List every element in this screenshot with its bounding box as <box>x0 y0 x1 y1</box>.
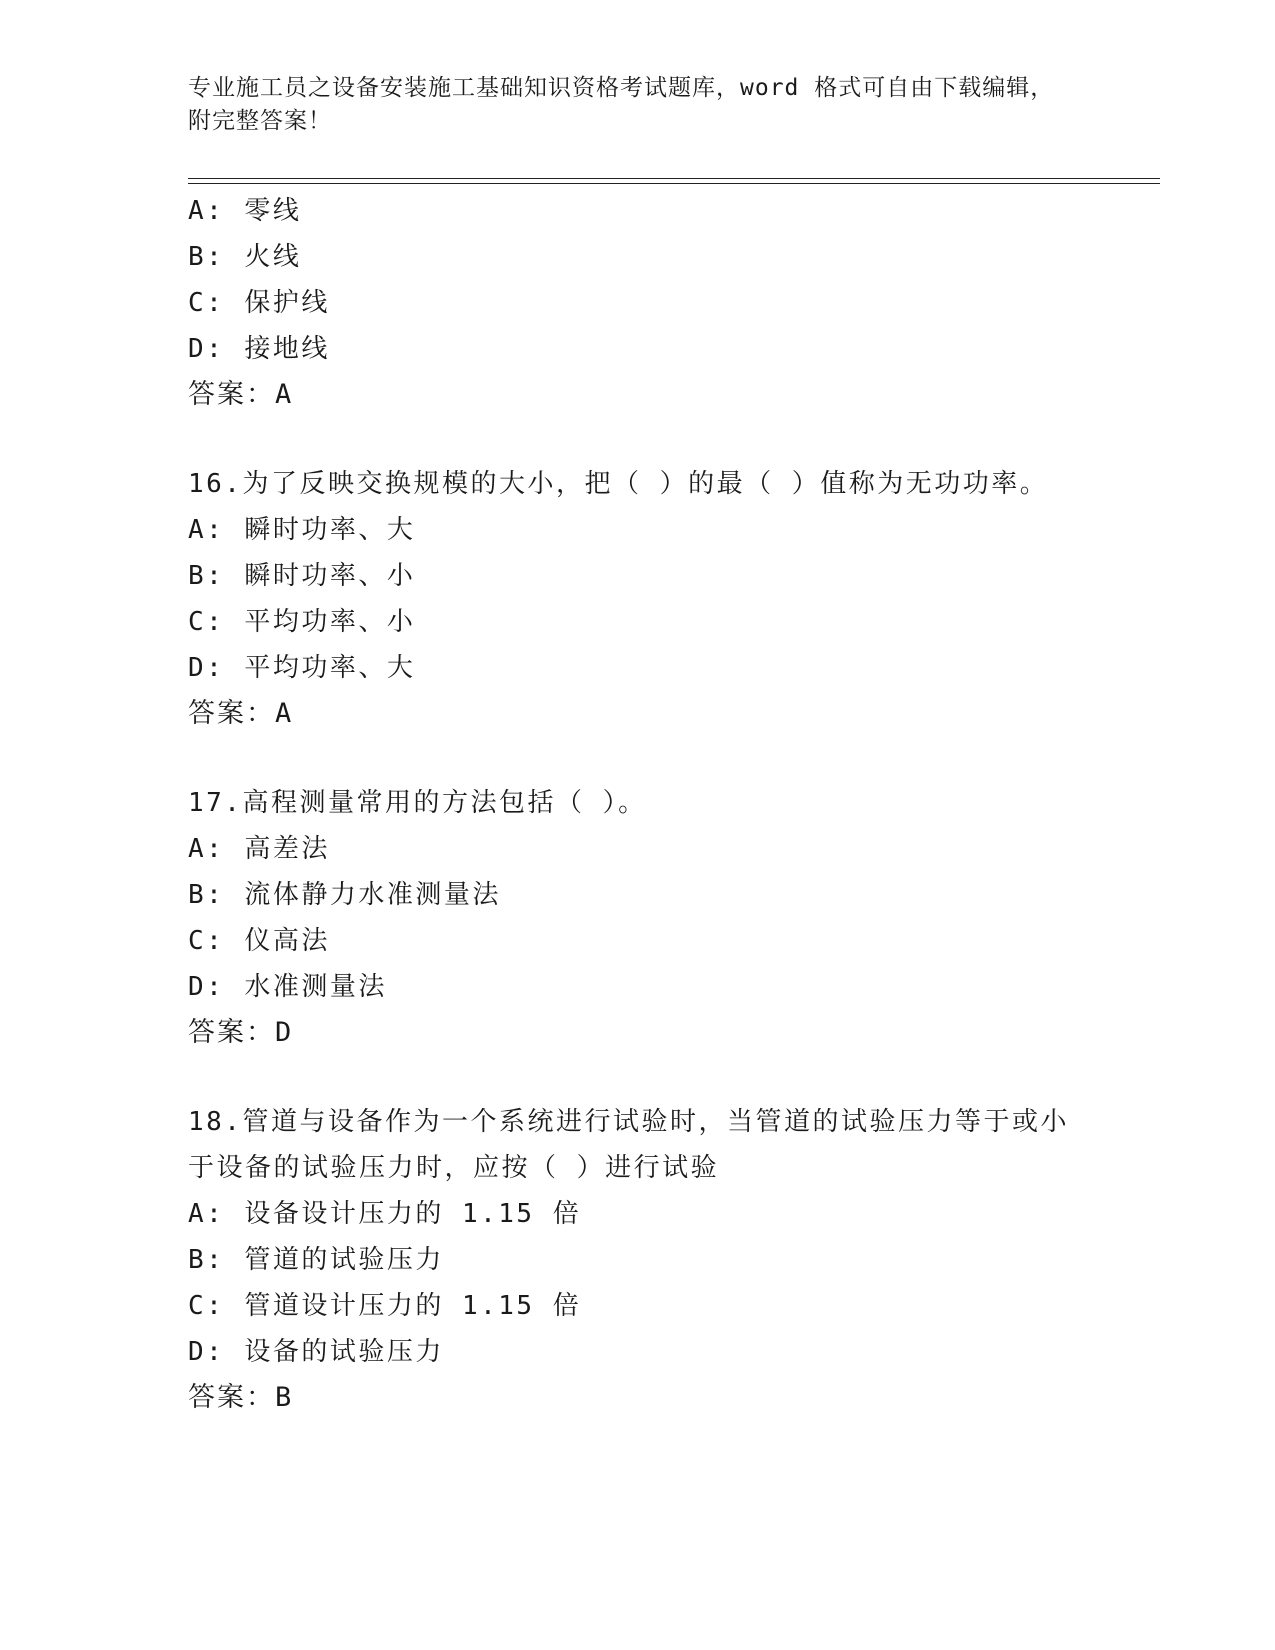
question-title-line-1: 18.管道与设备作为一个系统进行试验时，当管道的试验压力等于或小 <box>188 1107 1069 1137</box>
option-text: 平均功率、大 <box>244 653 416 683</box>
question-title <box>188 461 1118 507</box>
option-a <box>188 188 1118 234</box>
option-b <box>188 1237 1118 1283</box>
question-15 <box>188 188 1118 418</box>
option-letter: A: <box>188 834 225 864</box>
option-letter: C: <box>188 288 225 318</box>
option-c <box>188 280 1118 326</box>
header-line-1: 专业施工员之设备安装施工基础知识资格考试题库，word 格式可自由下载编辑， <box>188 75 1055 101</box>
option-b <box>188 872 1118 918</box>
option-text: 水准测量法 <box>244 972 387 1002</box>
option-letter: D: <box>188 972 225 1002</box>
option-text: 平均功率、小 <box>244 607 416 637</box>
option-c <box>188 599 1118 645</box>
option-text: 管道的试验压力 <box>244 1245 444 1275</box>
document-header <box>188 72 1088 138</box>
option-text: 设备的试验压力 <box>244 1337 444 1367</box>
document-body <box>188 188 1118 1421</box>
answer-line: 答案：B <box>188 1382 294 1413</box>
option-letter: A: <box>188 196 225 226</box>
question-title <box>188 1099 1118 1191</box>
option-text: 接地线 <box>244 334 330 364</box>
option-text: 流体静力水准测量法 <box>244 880 501 910</box>
option-a <box>188 1191 1118 1237</box>
option-text: 设备设计压力的 1.15 倍 <box>244 1199 582 1229</box>
option-text: 零线 <box>244 196 302 226</box>
option-text: 高差法 <box>244 834 330 864</box>
question-17 <box>188 780 1118 1056</box>
option-a <box>188 507 1118 553</box>
question-title <box>188 780 1118 826</box>
option-text: 火线 <box>244 242 302 272</box>
header-line-2: 附完整答案！ <box>188 108 332 134</box>
option-letter: C: <box>188 926 225 956</box>
option-letter: B: <box>188 880 225 910</box>
question-title-line-2: 于设备的试验压力时，应按（ ）进行试验 <box>188 1153 720 1183</box>
question-title-line: 16.为了反映交换规模的大小，把（ ）的最（ ）值称为无功功率。 <box>188 469 1049 499</box>
header-double-rule <box>188 178 1160 184</box>
option-letter: B: <box>188 242 225 272</box>
question-title-line: 17.高程测量常用的方法包括（ ）。 <box>188 788 647 818</box>
question-16 <box>188 461 1118 737</box>
option-d <box>188 964 1118 1010</box>
option-letter: D: <box>188 653 225 683</box>
option-text: 保护线 <box>244 288 330 318</box>
option-letter: A: <box>188 1199 225 1229</box>
option-text: 瞬时功率、大 <box>244 515 416 545</box>
option-c <box>188 918 1118 964</box>
question-18 <box>188 1099 1118 1421</box>
option-d <box>188 1329 1118 1375</box>
option-letter: A: <box>188 515 225 545</box>
option-letter: D: <box>188 1337 225 1367</box>
option-d <box>188 645 1118 691</box>
option-text: 瞬时功率、小 <box>244 561 416 591</box>
option-letter: B: <box>188 561 225 591</box>
option-letter: C: <box>188 1291 225 1321</box>
answer-line: 答案：A <box>188 379 294 410</box>
answer-line: 答案：D <box>188 1017 294 1048</box>
option-letter: D: <box>188 334 225 364</box>
option-text: 仪高法 <box>244 926 330 956</box>
option-b <box>188 234 1118 280</box>
answer-line: 答案：A <box>188 698 294 729</box>
option-a <box>188 826 1118 872</box>
option-letter: C: <box>188 607 225 637</box>
option-letter: B: <box>188 1245 225 1275</box>
option-d <box>188 326 1118 372</box>
option-text: 管道设计压力的 1.15 倍 <box>244 1291 582 1321</box>
option-b <box>188 553 1118 599</box>
option-c <box>188 1283 1118 1329</box>
